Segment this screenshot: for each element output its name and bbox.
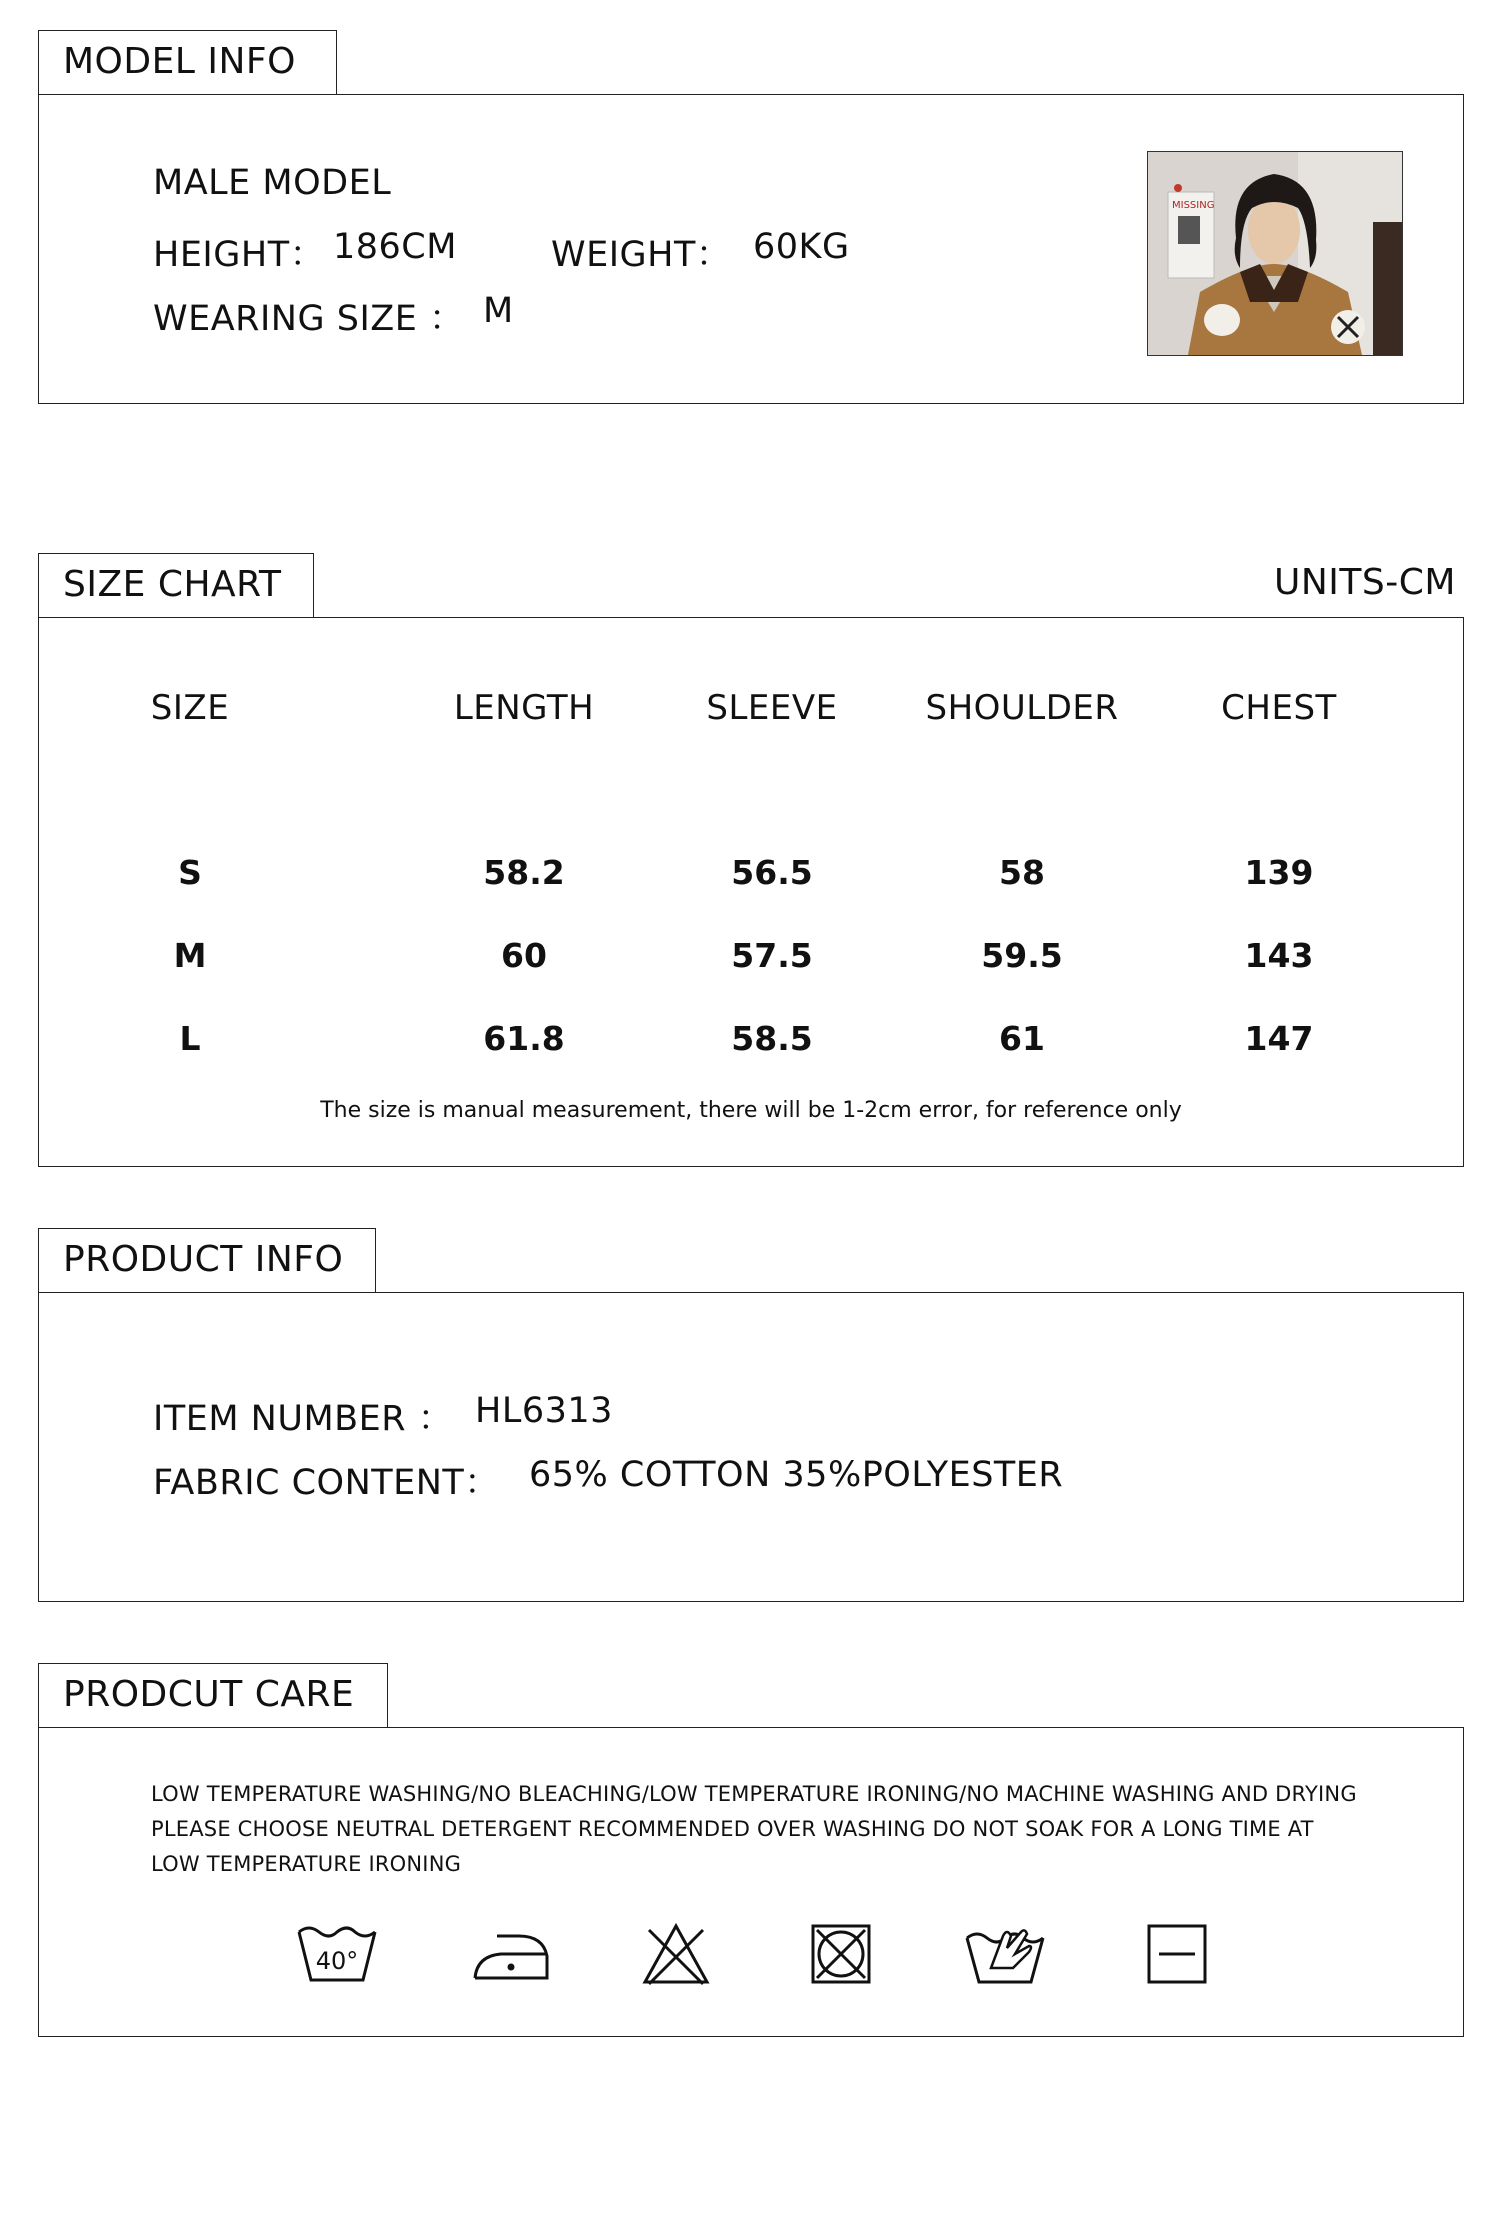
size-cell: L (179, 1019, 201, 1058)
column-header-size: SIZE (150, 688, 230, 728)
model-photo-illustration (1148, 152, 1402, 355)
size-chart-tab (38, 553, 314, 617)
item-number-label: ITEM NUMBER ： (153, 1399, 454, 1439)
shoulder-cell: 59.5 (981, 936, 1063, 975)
fabric-content-value: 65% COTTON 35%POLYESTER (529, 1455, 1064, 1495)
sleeve-cell: 57.5 (731, 936, 813, 975)
product-care-title: PRODCUT CARE (63, 1674, 355, 1715)
model-info-tab (38, 30, 337, 94)
size-chart-box (38, 617, 1464, 1167)
low-iron-icon (471, 1926, 551, 1986)
care-line-2: PLEASE CHOOSE NEUTRAL DETERGENT RECOMMENDED OVER WASHING DO NOT SOAK FOR A LONG TIME AT (151, 1817, 1314, 1841)
sleeve-cell: 58.5 (731, 1019, 813, 1058)
product-care-box (38, 1727, 1464, 2037)
model-info-box (38, 94, 1464, 404)
wash-temperature: 40° (315, 1947, 359, 1975)
care-line-3: LOW TEMPERATURE IRONING (151, 1852, 462, 1876)
measurement-note: The size is manual measurement, there will be 1-2cm error, for reference only (320, 1098, 1182, 1123)
sleeve-cell: 56.5 (731, 853, 813, 892)
product-info-title: PRODUCT INFO (63, 1239, 344, 1280)
column-header-length: LENGTH (453, 688, 595, 728)
units-label: UNITS-CM (1274, 562, 1456, 603)
wash-40-icon (295, 1922, 379, 1986)
model-gender: MALE MODEL (153, 163, 392, 203)
product-info-box (38, 1292, 1464, 1602)
chest-cell: 139 (1244, 853, 1314, 892)
size-cell: M (173, 936, 207, 975)
height-label: HEIGHT： (153, 235, 326, 275)
length-cell: 58.2 (483, 853, 565, 892)
chest-cell: 147 (1244, 1019, 1314, 1058)
model-info-title: MODEL INFO (63, 41, 296, 82)
shoulder-cell: 58 (999, 853, 1045, 892)
weight-value: 60KG (753, 227, 850, 267)
size-chart-title: SIZE CHART (63, 564, 282, 605)
wearing-size-value: M (483, 291, 514, 331)
column-header-shoulder: SHOULDER (925, 688, 1119, 728)
column-header-sleeve: SLEEVE (706, 688, 838, 728)
poster-text: MISSING (1172, 200, 1215, 211)
no-bleach-icon (641, 1922, 711, 1986)
line-dry-icon (1145, 1922, 1209, 1986)
height-value: 186CM (333, 227, 457, 267)
hand-wash-icon (963, 1918, 1047, 1986)
length-cell: 61.8 (483, 1019, 565, 1058)
length-cell: 60 (501, 936, 547, 975)
model-photo (1147, 151, 1403, 356)
weight-label: WEIGHT： (551, 235, 732, 275)
size-cell: S (178, 853, 202, 892)
wearing-size-label: WEARING SIZE ： (153, 299, 465, 339)
product-care-tab (38, 1663, 388, 1727)
care-line-1: LOW TEMPERATURE WASHING/NO BLEACHING/LOW TEMPERATURE IRONING/NO MACHINE WASHING AND DRYING (151, 1782, 1357, 1806)
product-info-tab (38, 1228, 376, 1292)
shoulder-cell: 61 (999, 1019, 1045, 1058)
fabric-content-label: FABRIC CONTENT： (153, 1463, 500, 1503)
chest-cell: 143 (1244, 936, 1314, 975)
no-tumble-dry-icon (809, 1922, 873, 1986)
column-header-chest: CHEST (1221, 688, 1337, 728)
item-number-value: HL6313 (475, 1391, 613, 1431)
